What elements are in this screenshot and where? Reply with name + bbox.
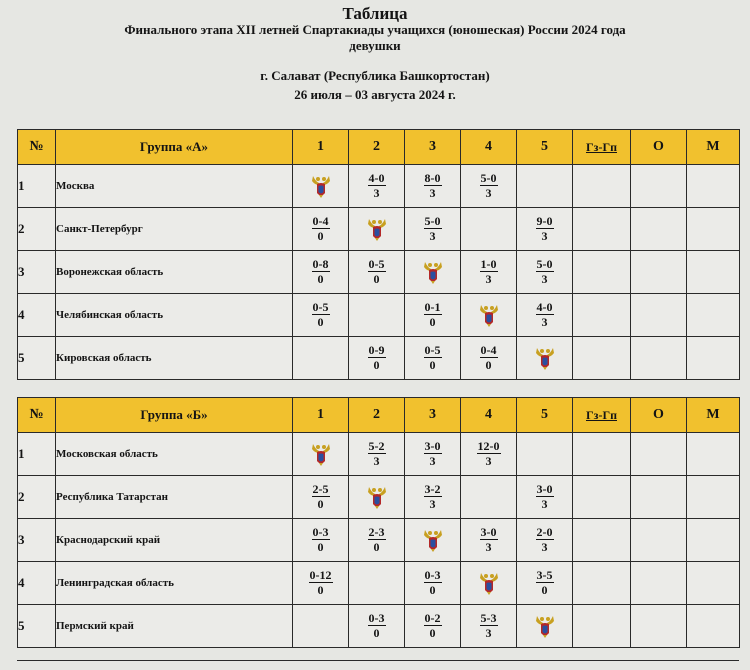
emblem-icon (533, 345, 557, 371)
match-points: 3 (429, 228, 436, 243)
emblem-icon (365, 484, 389, 510)
match-score: 0-3 (368, 610, 385, 625)
match-result (536, 482, 554, 511)
match-score: 9-0 (536, 213, 553, 228)
match-score: 5-2 (368, 438, 385, 453)
place-cell (687, 208, 740, 251)
group-title: Группа «Б» (56, 398, 293, 433)
match-score: 0-2 (424, 610, 441, 625)
match-points: 0 (317, 539, 324, 554)
match-score: 1-0 (480, 256, 497, 271)
match-cell (293, 476, 349, 519)
match-points: 3 (485, 625, 492, 640)
match-points: 3 (541, 271, 548, 286)
match-cell (293, 294, 349, 337)
match-cell (517, 433, 573, 476)
match-score: 3-0 (536, 481, 553, 496)
match-cell (461, 562, 517, 605)
match-result (424, 300, 442, 329)
match-result (312, 300, 330, 329)
match-points: 0 (317, 228, 324, 243)
match-cell (349, 251, 405, 294)
goal-diff-cell (573, 605, 631, 648)
match-score: 2-3 (368, 524, 385, 539)
match-cell (461, 476, 517, 519)
match-score: 5-3 (480, 610, 497, 625)
match-cell (461, 165, 517, 208)
col-2-header: 2 (349, 398, 405, 433)
match-score: 0-5 (312, 299, 329, 314)
team-name: Москва (56, 165, 293, 208)
match-cell (293, 562, 349, 605)
match-points: 3 (485, 539, 492, 554)
team-number: 3 (18, 519, 56, 562)
col-3-header: 3 (405, 398, 461, 433)
team-row (18, 433, 740, 476)
match-points: 3 (485, 185, 492, 200)
points-cell (631, 294, 687, 337)
match-cell (461, 519, 517, 562)
team-name: Краснодарский край (56, 519, 293, 562)
match-points: 3 (485, 271, 492, 286)
team-row (18, 476, 740, 519)
points-cell (631, 519, 687, 562)
place-cell (687, 337, 740, 380)
match-cell (405, 476, 461, 519)
match-score: 8-0 (424, 170, 441, 185)
match-cell (517, 605, 573, 648)
match-cell (517, 208, 573, 251)
match-result (480, 171, 498, 200)
team-number: 5 (18, 605, 56, 648)
match-cell (461, 294, 517, 337)
team-row (18, 337, 740, 380)
points-cell (631, 208, 687, 251)
team-number: 5 (18, 337, 56, 380)
team-name: Кировская область (56, 337, 293, 380)
match-cell (461, 433, 517, 476)
col-2-header: 2 (349, 130, 405, 165)
match-result (424, 343, 442, 372)
team-name: Пермский край (56, 605, 293, 648)
place-cell (687, 165, 740, 208)
match-cell (293, 337, 349, 380)
match-result (368, 171, 386, 200)
match-cell (517, 476, 573, 519)
match-result (312, 525, 330, 554)
points-cell (631, 433, 687, 476)
match-cell (349, 605, 405, 648)
col-1-header: 1 (293, 130, 349, 165)
match-cell (349, 337, 405, 380)
match-points: 3 (541, 496, 548, 511)
team-number: 4 (18, 562, 56, 605)
match-cell (349, 476, 405, 519)
points-cell (631, 165, 687, 208)
goal-diff-cell (573, 208, 631, 251)
match-result (480, 257, 498, 286)
doc-dates: 26 июля – 03 августа 2024 г. (294, 87, 456, 102)
team-row (18, 165, 740, 208)
match-result (477, 439, 501, 468)
match-points: 0 (429, 582, 436, 597)
group-table-1 (17, 129, 740, 380)
header-row (18, 130, 740, 165)
match-result (312, 482, 330, 511)
points-header: О (631, 398, 687, 433)
team-row (18, 208, 740, 251)
match-result (368, 343, 386, 372)
place-cell (687, 294, 740, 337)
team-row (18, 605, 740, 648)
points-cell (631, 337, 687, 380)
goal-diff-cell (573, 519, 631, 562)
points-cell (631, 562, 687, 605)
match-cell (517, 519, 573, 562)
match-cell (349, 519, 405, 562)
goal-diff-cell (573, 476, 631, 519)
team-name: Челябинская область (56, 294, 293, 337)
points-cell (631, 605, 687, 648)
emblem-icon (365, 216, 389, 242)
match-result (536, 568, 554, 597)
match-score: 0-4 (312, 213, 329, 228)
doc-subtitle-line2: девушки (349, 38, 401, 53)
match-result (312, 214, 330, 243)
match-points: 0 (317, 582, 324, 597)
match-score: 2-0 (536, 524, 553, 539)
match-result (536, 300, 554, 329)
match-cell (349, 165, 405, 208)
match-result (424, 171, 442, 200)
team-row (18, 251, 740, 294)
match-result (424, 611, 442, 640)
team-number: 1 (18, 433, 56, 476)
goal-diff-header: Гз-Гп (573, 398, 631, 433)
match-points: 3 (429, 453, 436, 468)
match-cell (293, 433, 349, 476)
team-name: Ленинградская область (56, 562, 293, 605)
place-cell (687, 519, 740, 562)
place-cell (687, 251, 740, 294)
place-header: М (687, 398, 740, 433)
match-result (368, 525, 386, 554)
match-result (480, 611, 498, 640)
match-result (424, 214, 442, 243)
match-result (309, 568, 333, 597)
team-number: 4 (18, 294, 56, 337)
match-score: 4-0 (536, 299, 553, 314)
team-row (18, 562, 740, 605)
team-row (18, 519, 740, 562)
match-score: 5-0 (536, 256, 553, 271)
doc-subtitle-line1: Финального этапа XII летней Спартакиады учащихся (юношеская) России 2024 года (124, 22, 626, 37)
match-score: 12-0 (477, 438, 500, 453)
match-result (368, 257, 386, 286)
match-result (480, 343, 498, 372)
match-score: 4-0 (368, 170, 385, 185)
match-cell (461, 208, 517, 251)
col-1-header: 1 (293, 398, 349, 433)
match-points: 3 (429, 185, 436, 200)
match-score: 0-3 (312, 524, 329, 539)
emblem-icon (533, 613, 557, 639)
team-name: Московская область (56, 433, 293, 476)
match-cell (405, 605, 461, 648)
match-points: 3 (429, 496, 436, 511)
team-name: Воронежская область (56, 251, 293, 294)
col-5-header: 5 (517, 398, 573, 433)
match-score: 0-8 (312, 256, 329, 271)
match-cell (517, 294, 573, 337)
match-cell (405, 519, 461, 562)
match-cell (349, 433, 405, 476)
no-header: № (18, 398, 56, 433)
place-header: М (687, 130, 740, 165)
match-cell (461, 337, 517, 380)
match-score: 0-9 (368, 342, 385, 357)
match-cell (405, 251, 461, 294)
goal-diff-cell (573, 433, 631, 476)
no-header: № (18, 130, 56, 165)
match-score: 3-0 (480, 524, 497, 539)
match-cell (461, 605, 517, 648)
match-cell (517, 251, 573, 294)
match-points: 3 (541, 228, 548, 243)
match-score: 0-12 (309, 567, 332, 582)
match-result (368, 611, 386, 640)
match-cell (293, 519, 349, 562)
match-points: 0 (373, 357, 380, 372)
match-points: 0 (429, 357, 436, 372)
place-cell (687, 562, 740, 605)
doc-location: г. Салават (Республика Башкортостан) (260, 68, 490, 83)
match-result (424, 439, 442, 468)
match-score: 0-4 (480, 342, 497, 357)
match-points: 0 (373, 625, 380, 640)
match-score: 5-0 (424, 213, 441, 228)
match-cell (405, 433, 461, 476)
match-points: 0 (429, 314, 436, 329)
points-cell (631, 476, 687, 519)
team-number: 3 (18, 251, 56, 294)
team-row (18, 294, 740, 337)
team-number: 1 (18, 165, 56, 208)
team-name: Санкт-Петербург (56, 208, 293, 251)
match-cell (517, 562, 573, 605)
col-4-header: 4 (461, 398, 517, 433)
match-cell (405, 562, 461, 605)
match-cell (517, 337, 573, 380)
match-result (536, 214, 554, 243)
emblem-icon (477, 570, 501, 596)
place-cell (687, 605, 740, 648)
group-title: Группа «А» (56, 130, 293, 165)
match-cell (405, 165, 461, 208)
match-cell (349, 208, 405, 251)
match-score: 3-2 (424, 481, 441, 496)
match-score: 3-5 (536, 567, 553, 582)
match-result (312, 257, 330, 286)
match-score: 0-3 (424, 567, 441, 582)
match-cell (293, 208, 349, 251)
match-result (480, 525, 498, 554)
match-points: 3 (373, 453, 380, 468)
emblem-icon (477, 302, 501, 328)
col-4-header: 4 (461, 130, 517, 165)
group-table-2 (17, 397, 740, 648)
match-cell (405, 294, 461, 337)
match-score: 0-5 (424, 342, 441, 357)
match-result (424, 482, 442, 511)
goal-diff-cell (573, 165, 631, 208)
match-result (536, 525, 554, 554)
match-cell (293, 165, 349, 208)
emblem-icon (309, 173, 333, 199)
match-points: 3 (373, 185, 380, 200)
goal-diff-cell (573, 337, 631, 380)
team-name: Республика Татарстан (56, 476, 293, 519)
match-points: 0 (373, 539, 380, 554)
match-cell (293, 251, 349, 294)
match-points: 3 (541, 539, 548, 554)
match-result (424, 568, 442, 597)
goal-diff-cell (573, 251, 631, 294)
points-header: О (631, 130, 687, 165)
team-number: 2 (18, 476, 56, 519)
match-points: 0 (541, 582, 548, 597)
match-points: 0 (485, 357, 492, 372)
match-points: 3 (541, 314, 548, 329)
col-5-header: 5 (517, 130, 573, 165)
emblem-icon (421, 527, 445, 553)
match-result (368, 439, 386, 468)
match-cell (349, 294, 405, 337)
match-score: 0-1 (424, 299, 441, 314)
match-cell (461, 251, 517, 294)
match-cell (293, 605, 349, 648)
goal-diff-cell (573, 294, 631, 337)
doc-title: Таблица (342, 4, 408, 23)
match-score: 2-5 (312, 481, 329, 496)
goal-diff-cell (573, 562, 631, 605)
match-score: 3-0 (424, 438, 441, 453)
header-row (18, 398, 740, 433)
goal-diff-header: Гз-Гп (573, 130, 631, 165)
match-score: 0-5 (368, 256, 385, 271)
match-points: 3 (485, 453, 492, 468)
match-cell (405, 337, 461, 380)
match-points: 0 (317, 314, 324, 329)
points-cell (631, 251, 687, 294)
match-points: 0 (429, 625, 436, 640)
place-cell (687, 476, 740, 519)
col-3-header: 3 (405, 130, 461, 165)
match-result (536, 257, 554, 286)
match-score: 5-0 (480, 170, 497, 185)
match-cell (517, 165, 573, 208)
match-cell (405, 208, 461, 251)
match-points: 0 (373, 271, 380, 286)
team-number: 2 (18, 208, 56, 251)
match-cell (349, 562, 405, 605)
emblem-icon (309, 441, 333, 467)
match-points: 0 (317, 271, 324, 286)
place-cell (687, 433, 740, 476)
match-points: 0 (317, 496, 324, 511)
emblem-icon (421, 259, 445, 285)
